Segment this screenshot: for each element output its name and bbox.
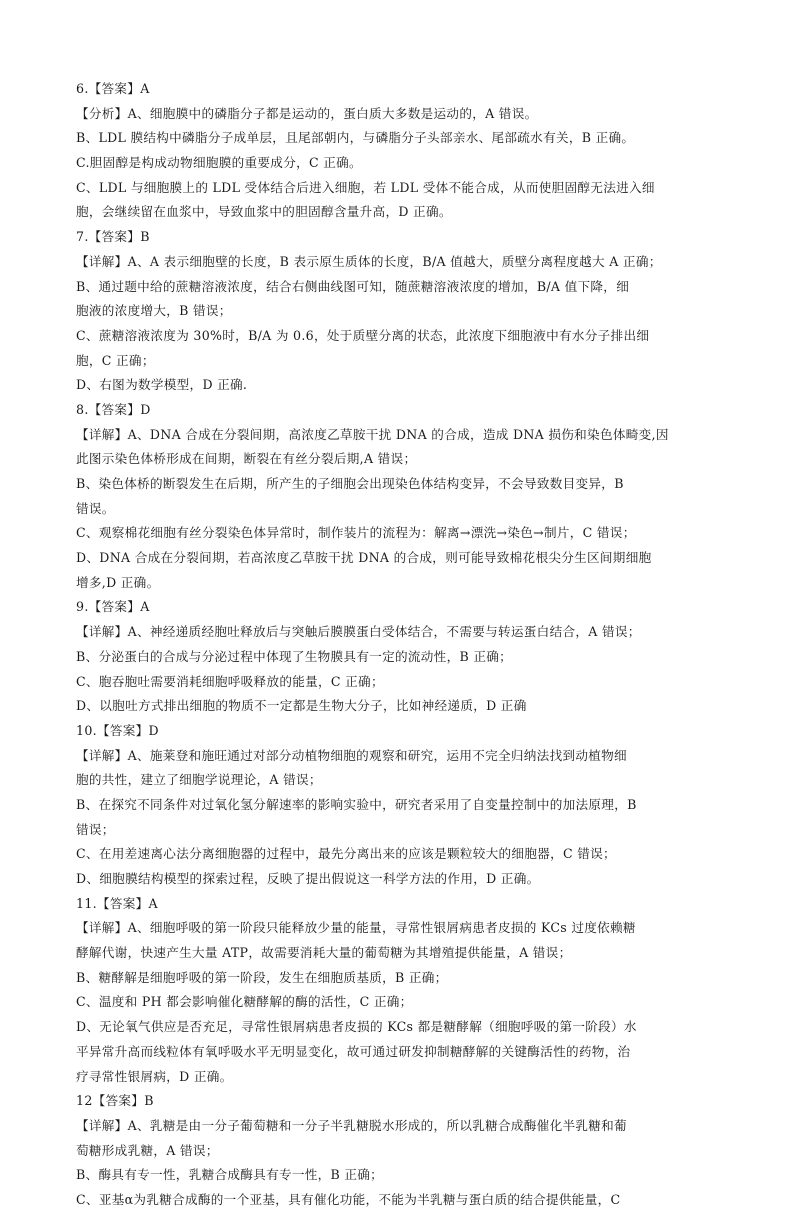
- text-line: C、蔗糖溶液浓度为 30%时，B/A 为 0.6，处于质壁分离的状态，此浓度下细胞液中有水分子排出细: [76, 327, 650, 343]
- text-line: 萄糖形成乳糖，A 错误；: [76, 1142, 219, 1158]
- text-line: D、DNA 合成在分裂间期，若高浓度乙草胺干扰 DNA 的合成，则可能导致棉花根尖分生区间期细胞: [76, 550, 652, 566]
- text-line: D、无论氧气供应是否充足，寻常性银屑病患者皮损的 KCs 都是糖酵解（细胞呼吸的第一阶段）水: [76, 1019, 637, 1035]
- text-line: 12【答案】B: [76, 1093, 154, 1109]
- text-line: 胞液的浓度增大，B 错误；: [76, 303, 232, 319]
- text-line: 【详解】A、细胞呼吸的第一阶段只能释放少量的能量，寻常性银屑病患者皮损的 KCs 过度依赖糖: [76, 920, 636, 936]
- text-line: 错误；: [76, 821, 115, 837]
- text-line: C、观察棉花细胞有丝分裂染色体异常时，制作装片的流程为：解离→漂洗→染色→制片，C 错误；: [76, 525, 636, 541]
- text-line: D、细胞膜结构模型的探索过程，反映了提出假说这一科学方法的作用，D 正确。: [76, 871, 540, 886]
- text-line: 错误。: [76, 500, 115, 516]
- text-line: B、酶具有专一性，乳糖合成酶具有专一性，B 正确；: [76, 1167, 384, 1183]
- answer-explanation-text: [76, 77, 721, 1213]
- text-line: 此图示染色体桥形成在间期，断裂在有丝分裂后期,A 错误；: [76, 451, 417, 467]
- text-line: 9.【答案】A: [76, 599, 150, 615]
- text-line: C、LDL 与细胞膜上的 LDL 受体结合后进入细胞，若 LDL 受体不能合成，从而使胆固醇无法进入细: [76, 179, 655, 195]
- text-line: D、以胞吐方式排出细胞的物质不一定都是生物大分子，比如神经递质，D 正确: [76, 698, 527, 714]
- text-line: B、LDL 膜结构中磷脂分子成单层，且尾部朝内，与磷脂分子头部亲水、尾部疏水有关，B 正确。: [76, 130, 635, 146]
- text-line: 【分析】A、细胞膜中的磷脂分子都是运动的，蛋白质大多数是运动的，A 错误。: [76, 105, 538, 121]
- text-line: 酵解代谢，快速产生大量 ATP，故需要消耗大量的葡萄糖为其增殖提供能量，A 错误；: [76, 945, 572, 961]
- text-line: D、右图为数学模型，D 正确.: [76, 377, 248, 393]
- text-line: 【详解】A、乳糖是由一分子葡萄糖和一分子半乳糖脱水形成的，所以乳糖合成酶催化半乳糖和葡: [76, 1117, 627, 1133]
- text-line: 胞，C 正确；: [76, 352, 155, 368]
- text-line: B、在探究不同条件对过氧化氢分解速率的影响实验中，研究者采用了自变量控制中的加法原理，B: [76, 796, 637, 812]
- text-line: B、糖酵解是细胞呼吸的第一阶段，发生在细胞质基质，B 正确；: [76, 969, 448, 985]
- text-line: 【详解】A、施莱登和施旺通过对部分动植物细胞的观察和研究，运用不完全归纳法找到动植物细: [76, 747, 627, 763]
- text-line: 8.【答案】D: [76, 401, 151, 417]
- text-line: C、胞吞胞吐需要消耗细胞呼吸释放的能量，C 正确；: [76, 673, 384, 689]
- text-line: 6.【答案】A: [76, 81, 150, 96]
- text-line: B、分泌蛋白的合成与分泌过程中体现了生物膜具有一定的流动性，B 正确；: [76, 648, 513, 664]
- text-line: 11.【答案】A: [76, 895, 158, 911]
- text-line: 【详解】A、A 表示细胞壁的长度，B 表示原生质体的长度，B/A 值越大，质壁分离程度越大 A 正确；: [76, 253, 662, 269]
- text-line: B、通过题中给的蔗糖溶液浓度，结合右侧曲线图可知，随蔗糖溶液浓度的增加，B/A 值下降，细: [76, 278, 630, 294]
- text-line: 胞的共性，建立了细胞学说理论，A 错误；: [76, 772, 322, 788]
- text-line: C、温度和 PH 都会影响催化糖酵解的酶的活性，C 正确；: [76, 994, 413, 1010]
- text-line: C.胆固醇是构成动物细胞膜的重要成分，C 正确。: [76, 155, 362, 171]
- text-line: 7.【答案】B: [76, 229, 150, 245]
- text-line: 胞，会继续留在血浆中，导致血浆中的胆固醇含量升高，D 正确。: [76, 204, 452, 220]
- text-line: 平异常升高而线粒体有氧呼吸水平无明显变化，故可通过研发抑制糖酵解的关键酶活性的药物，治: [76, 1043, 631, 1059]
- text-line: 疗寻常性银屑病，D 正确。: [76, 1068, 233, 1084]
- text-line: 增多,D 正确。: [76, 574, 160, 590]
- text-line: 10.【答案】D: [76, 722, 159, 738]
- text-line: C、在用差速离心法分离细胞器的过程中，最先分离出来的应该是颗粒较大的细胞器，C 错误；: [76, 846, 616, 862]
- text-line: 【详解】A、神经递质经胞吐释放后与突触后膜膜蛋白受体结合，不需要与转运蛋白结合，A 错误；: [76, 624, 641, 640]
- text-line: C、亚基α为乳糖合成酶的一个亚基，具有催化功能，不能为半乳糖与蛋白质的结合提供能量，C: [76, 1191, 621, 1207]
- text-line: 【详解】A、DNA 合成在分裂间期，高浓度乙草胺干扰 DNA 的合成，造成 DNA 损伤和染色体畸变,因: [76, 426, 669, 442]
- text-line: B、染色体桥的断裂发生在后期，所产生的子细胞会出现染色体结构变异，不会导致数目变异，B: [76, 476, 624, 491]
